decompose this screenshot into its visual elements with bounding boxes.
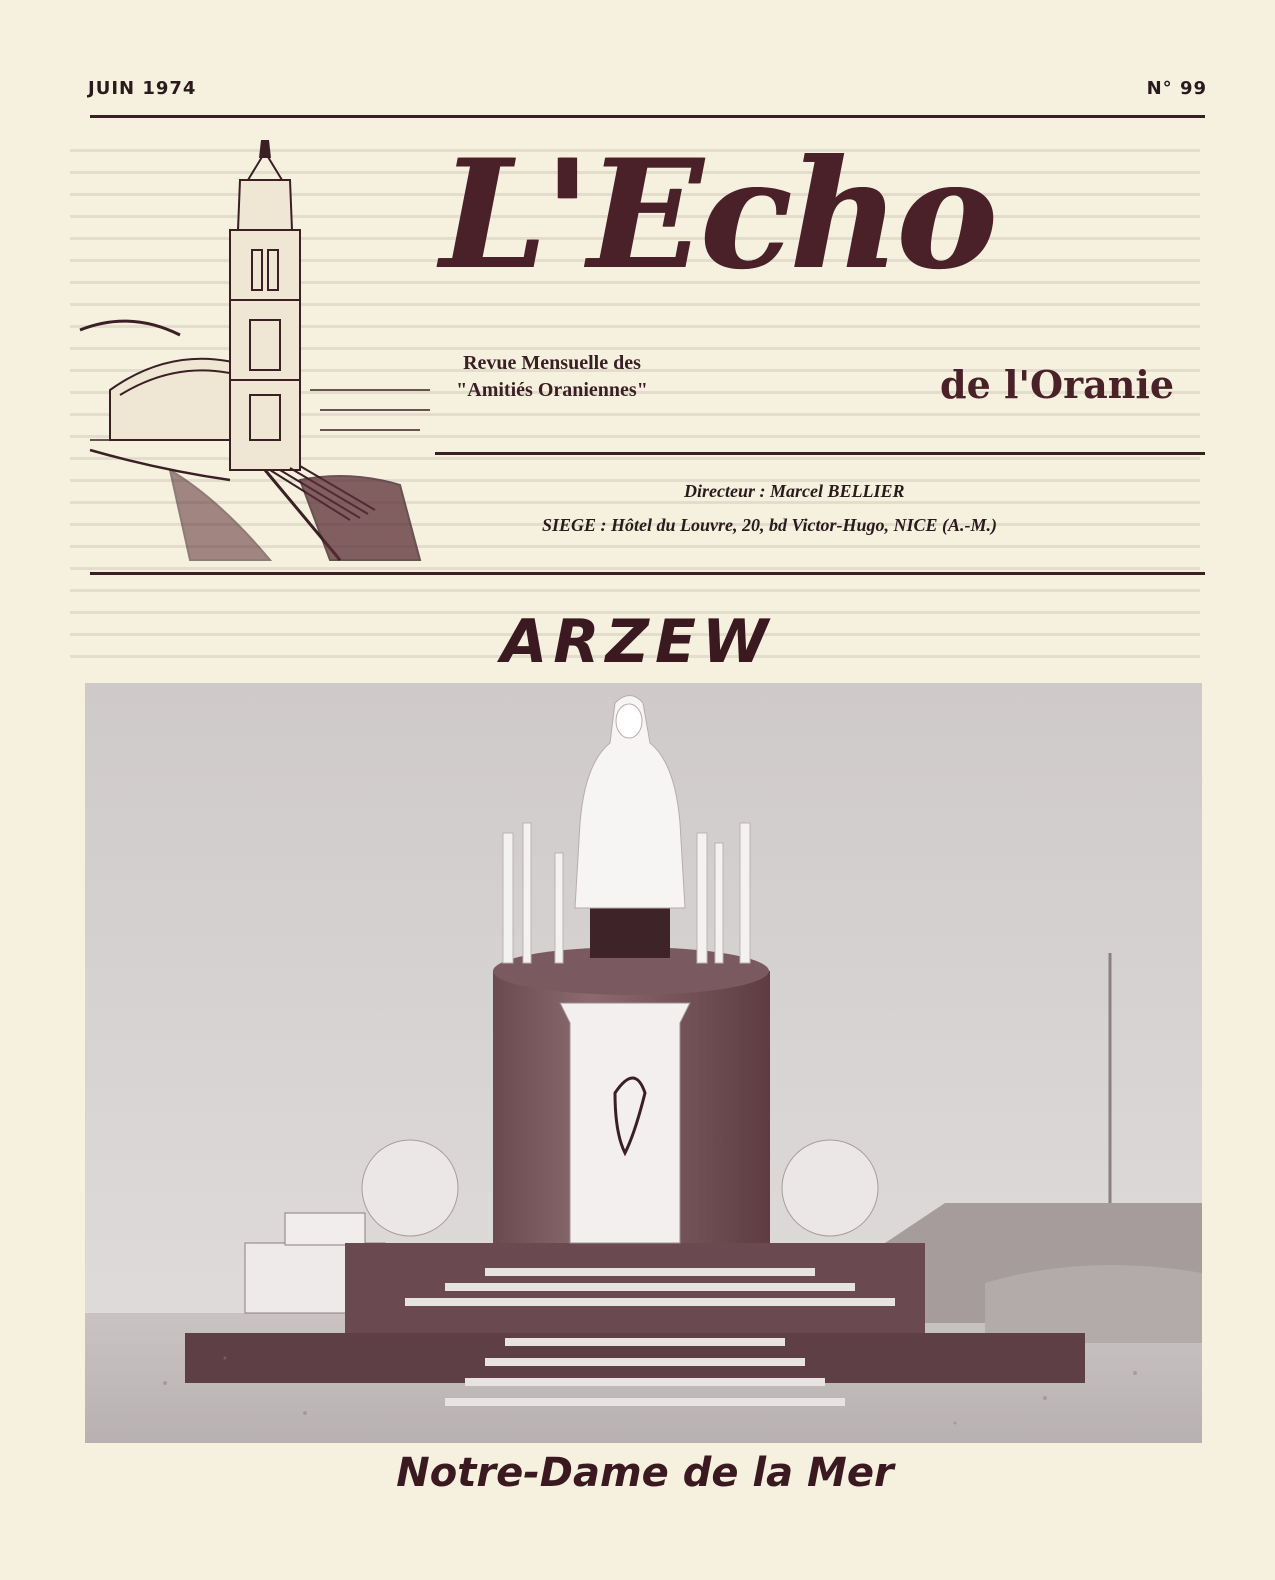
issue-number: N° 99	[1146, 78, 1207, 99]
tagline	[432, 350, 672, 404]
tagline-line-2: "Amitiés Oraniennes"	[456, 379, 648, 401]
masthead-title: L'Echo	[440, 127, 995, 303]
statue-monument-photo	[85, 683, 1202, 1443]
middle-divider	[435, 452, 1205, 455]
cover-caption: Notre-Dame de la Mer	[396, 1450, 894, 1496]
masthead-subtitle: de l'Oranie	[940, 362, 1175, 407]
tagline-line-1: Revue Mensuelle des	[463, 352, 641, 374]
director-line: Directeur : Marcel BELLIER	[684, 481, 905, 501]
siege-address: SIEGE : Hôtel du Louvre, 20, bd Victor-Hugo, NICE (A.-M.)	[542, 515, 998, 535]
church-tower-illustration	[70, 140, 440, 565]
cover-heading: ARZEW	[500, 607, 775, 677]
issue-date: JUIN 1974	[88, 78, 197, 99]
top-divider	[90, 115, 1205, 118]
bottom-divider	[90, 572, 1205, 575]
